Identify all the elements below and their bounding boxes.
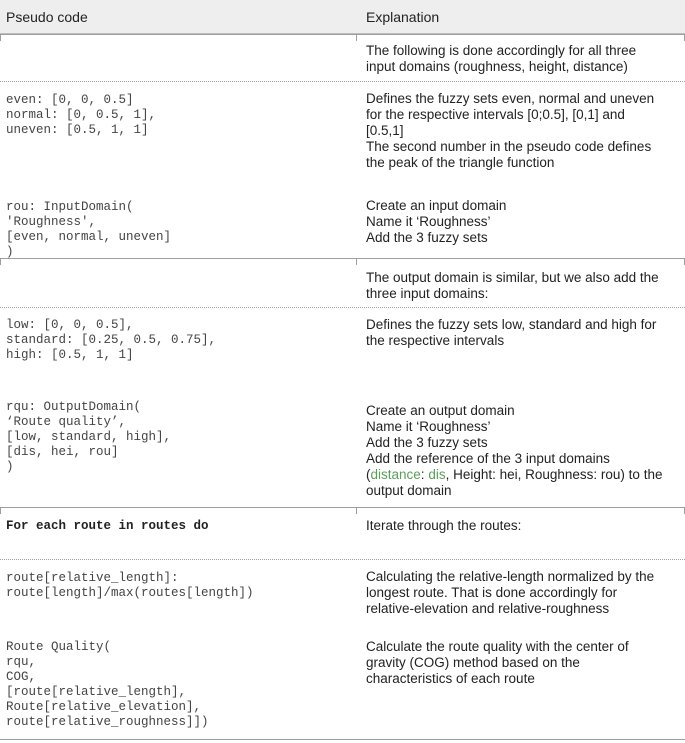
row-separator [0,81,685,83]
table-tick [356,34,357,41]
table-tick [0,258,1,265]
header-explanation: Explanation [366,9,440,25]
table-tick [356,258,357,265]
header-pseudo-code: Pseudo code [6,9,88,25]
row-2-explanation: Defines the fuzzy sets even, normal and uneven for the respective intervals [0;0.5], [0,1] and [0.5,1] The second number in the pseudo code defines the peak of the triangle function [366,91,655,170]
row-7-code: For each route in routes do [6,519,209,533]
row-8-explanation: Calculating the relative-length normalized by the longest route. That is done accordingly for relative-elevation and relative-roughness [366,569,655,616]
row-separator [0,307,685,309]
row-4-explanation: The output domain is similar, but we also add the three input domains: [366,270,659,301]
distance-label: distance [370,467,421,482]
input-domain-reference-line: (distance: dis, Height: hei, Roughness: rou) to the [366,467,663,482]
table-tick [0,507,1,514]
row-5-code: low: [0, 0, 0.5], standard: [0.25, 0.5, 0.75], high: [0.5, 1, 1] [6,318,217,362]
table-header [0,0,685,34]
row-7-explanation: Iterate through the routes: [366,518,522,533]
row-9-explanation: Calculate the route quality with the center of gravity (COG) method based on the characteristics of each route [366,639,629,686]
row-separator [0,559,685,561]
row-6-explanation: Create an output domain Name it ‘Roughness’ Add the 3 fuzzy sets Add the reference of the 3 input domains (distance: dis, Height: hei, Roughness: rou) to the output domain [366,403,678,499]
row-3-explanation: Create an input domain Name it ‘Roughness’ Add the 3 fuzzy sets [366,198,507,245]
row-9-code: Route Quality( rqu, COG, [route[relative_length], Route[relative_elevation], route[relative_roughness]]) [6,640,209,729]
row-separator [0,34,685,36]
row-separator [0,507,685,509]
row-8-code: route[relative_length]: route[length]/max(routes[length]) [6,571,254,600]
row-separator [0,258,685,260]
table-tick [356,507,357,514]
dis-label: dis [428,467,446,482]
table-bottom-border [0,739,685,741]
row-3-code: rou: InputDomain( 'Roughness', [even, normal, uneven] ) [6,200,172,259]
row-2-code: even: [0, 0, 0.5] normal: [0, 0.5, 1], uneven: [0.5, 1, 1] [6,93,157,137]
table-tick [0,34,1,41]
row-1-explanation: The following is done accordingly for all three input domains (roughness, height, distance) [366,43,637,74]
row-5-explanation: Defines the fuzzy sets low, standard and high for the respective intervals [366,317,657,348]
row-6-code: rqu: OutputDomain( ‘Route quality’, [low, standard, high], [dis, hei, rou] ) [6,400,172,474]
